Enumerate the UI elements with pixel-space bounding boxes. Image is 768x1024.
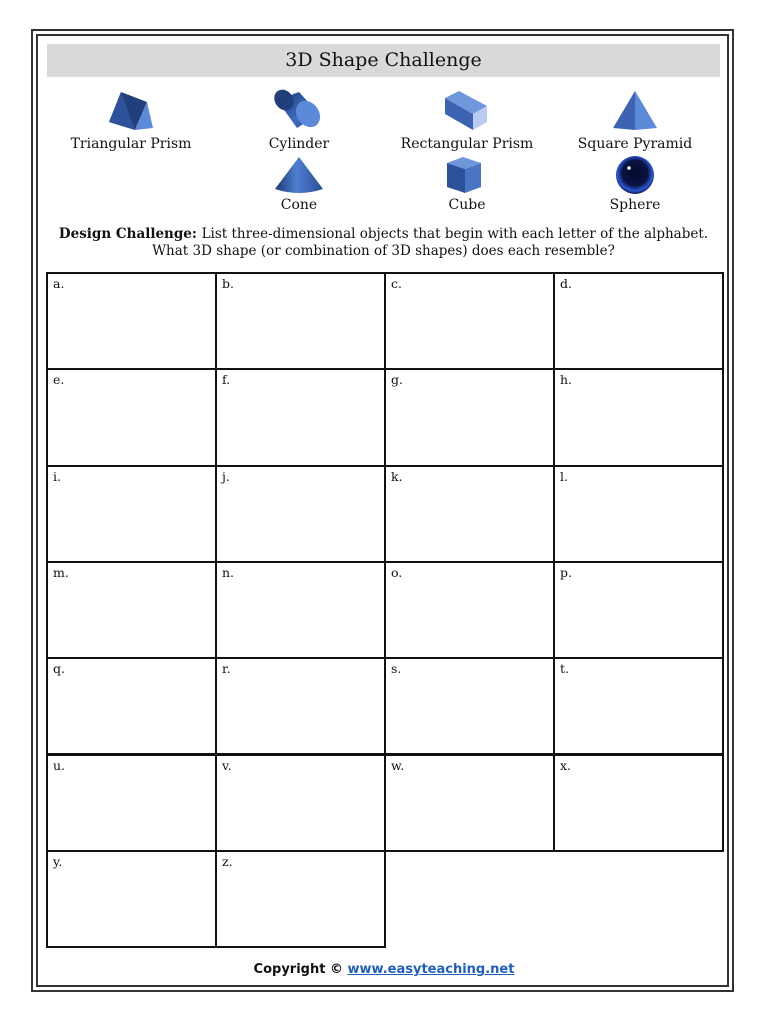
cell-letter: t. bbox=[560, 661, 569, 677]
cell-letter: j. bbox=[222, 468, 230, 484]
answer-cell[interactable] bbox=[46, 561, 217, 659]
answer-cell[interactable] bbox=[46, 465, 217, 563]
shape-label: Square Pyramid bbox=[577, 136, 693, 152]
answer-cell[interactable] bbox=[553, 272, 724, 370]
shape-triangular-prism bbox=[56, 88, 206, 152]
cell-letter: w. bbox=[391, 757, 405, 773]
cube-icon bbox=[437, 155, 497, 195]
answer-cell[interactable] bbox=[384, 754, 555, 852]
copyright-text: Copyright © bbox=[253, 962, 343, 977]
cell-letter: b. bbox=[222, 276, 234, 291]
cell-letter: u. bbox=[53, 757, 66, 773]
answer-cell[interactable] bbox=[384, 272, 555, 370]
footer bbox=[0, 962, 768, 977]
cone-icon bbox=[269, 155, 329, 195]
cell-letter: a. bbox=[53, 276, 65, 291]
shape-cube bbox=[392, 155, 542, 213]
shape-label: Sphere bbox=[609, 197, 661, 213]
answer-cell[interactable] bbox=[384, 368, 555, 466]
shape-cone bbox=[224, 155, 374, 213]
cell-letter: h. bbox=[560, 372, 573, 388]
shape-label: Cylinder bbox=[268, 136, 330, 152]
instructions-line-2: What 3D shape (or combination of 3D shapes) does each resemble? bbox=[152, 243, 615, 259]
answer-cell[interactable] bbox=[384, 561, 555, 659]
cell-letter: f. bbox=[222, 372, 231, 388]
shape-rectangular-prism bbox=[392, 88, 542, 152]
cell-letter: c. bbox=[391, 276, 402, 291]
answer-cell[interactable] bbox=[215, 465, 386, 563]
cell-letter: n. bbox=[222, 564, 235, 580]
worksheet-title: 3D Shape Challenge bbox=[47, 44, 720, 77]
cell-letter: d. bbox=[560, 276, 572, 291]
answer-cell[interactable] bbox=[553, 368, 724, 466]
answer-cell[interactable] bbox=[384, 465, 555, 563]
cell-letter: m. bbox=[53, 564, 69, 580]
shape-label: Rectangular Prism bbox=[400, 136, 534, 152]
cell-letter: r. bbox=[222, 661, 231, 677]
cell-letter: p. bbox=[560, 564, 572, 580]
shape-label: Cube bbox=[448, 197, 486, 213]
answer-cell[interactable] bbox=[215, 754, 386, 852]
cell-letter: o. bbox=[391, 564, 403, 580]
design-challenge-instructions: Design Challenge: List three-dimensional objects that begin with each letter of the alphabet. What 3D shape (or combination of 3D shapes) does each resemble? bbox=[47, 226, 720, 260]
cell-letter: g. bbox=[391, 372, 403, 388]
instructions-heading: Design Challenge bbox=[58, 226, 192, 242]
shape-label: Cone bbox=[280, 197, 318, 213]
answer-cell[interactable] bbox=[215, 850, 386, 948]
cell-letter: k. bbox=[391, 468, 403, 484]
answer-cell[interactable] bbox=[215, 657, 386, 755]
answer-cell[interactable] bbox=[553, 465, 724, 563]
cell-letter: e. bbox=[53, 372, 65, 388]
website-link[interactable]: www.easyteaching.net bbox=[347, 962, 515, 977]
cell-letter: x. bbox=[560, 757, 572, 773]
cylinder-icon bbox=[269, 88, 329, 134]
shape-cylinder bbox=[224, 88, 374, 152]
cell-letter: y. bbox=[53, 853, 63, 869]
answer-grid bbox=[46, 272, 722, 946]
cell-letter: q. bbox=[53, 661, 65, 677]
cell-letter: i. bbox=[53, 468, 61, 484]
square-pyramid-icon bbox=[605, 88, 665, 134]
answer-cell[interactable] bbox=[215, 561, 386, 659]
shape-label: Triangular Prism bbox=[70, 136, 192, 152]
rectangular-prism-icon bbox=[437, 88, 497, 134]
answer-cell[interactable] bbox=[46, 850, 217, 948]
cell-letter: l. bbox=[560, 468, 568, 484]
answer-cell[interactable] bbox=[553, 657, 724, 755]
answer-cell[interactable] bbox=[215, 368, 386, 466]
instructions-line-1: List three-dimensional objects that begin with each letter of the alphabet. bbox=[201, 226, 709, 242]
answer-cell[interactable] bbox=[553, 754, 724, 852]
triangular-prism-icon bbox=[101, 88, 161, 134]
answer-cell[interactable] bbox=[384, 657, 555, 755]
cell-letter: z. bbox=[222, 853, 233, 869]
shape-sphere bbox=[560, 155, 710, 213]
answer-cell[interactable] bbox=[215, 272, 386, 370]
answer-cell[interactable] bbox=[46, 754, 217, 852]
answer-cell[interactable] bbox=[46, 272, 217, 370]
shape-square-pyramid bbox=[560, 88, 710, 152]
answer-cell[interactable] bbox=[46, 368, 217, 466]
answer-cell[interactable] bbox=[553, 561, 724, 659]
answer-cell[interactable] bbox=[46, 657, 217, 755]
cell-letter: v. bbox=[222, 757, 232, 773]
sphere-icon bbox=[605, 155, 665, 195]
cell-letter: s. bbox=[391, 661, 402, 677]
